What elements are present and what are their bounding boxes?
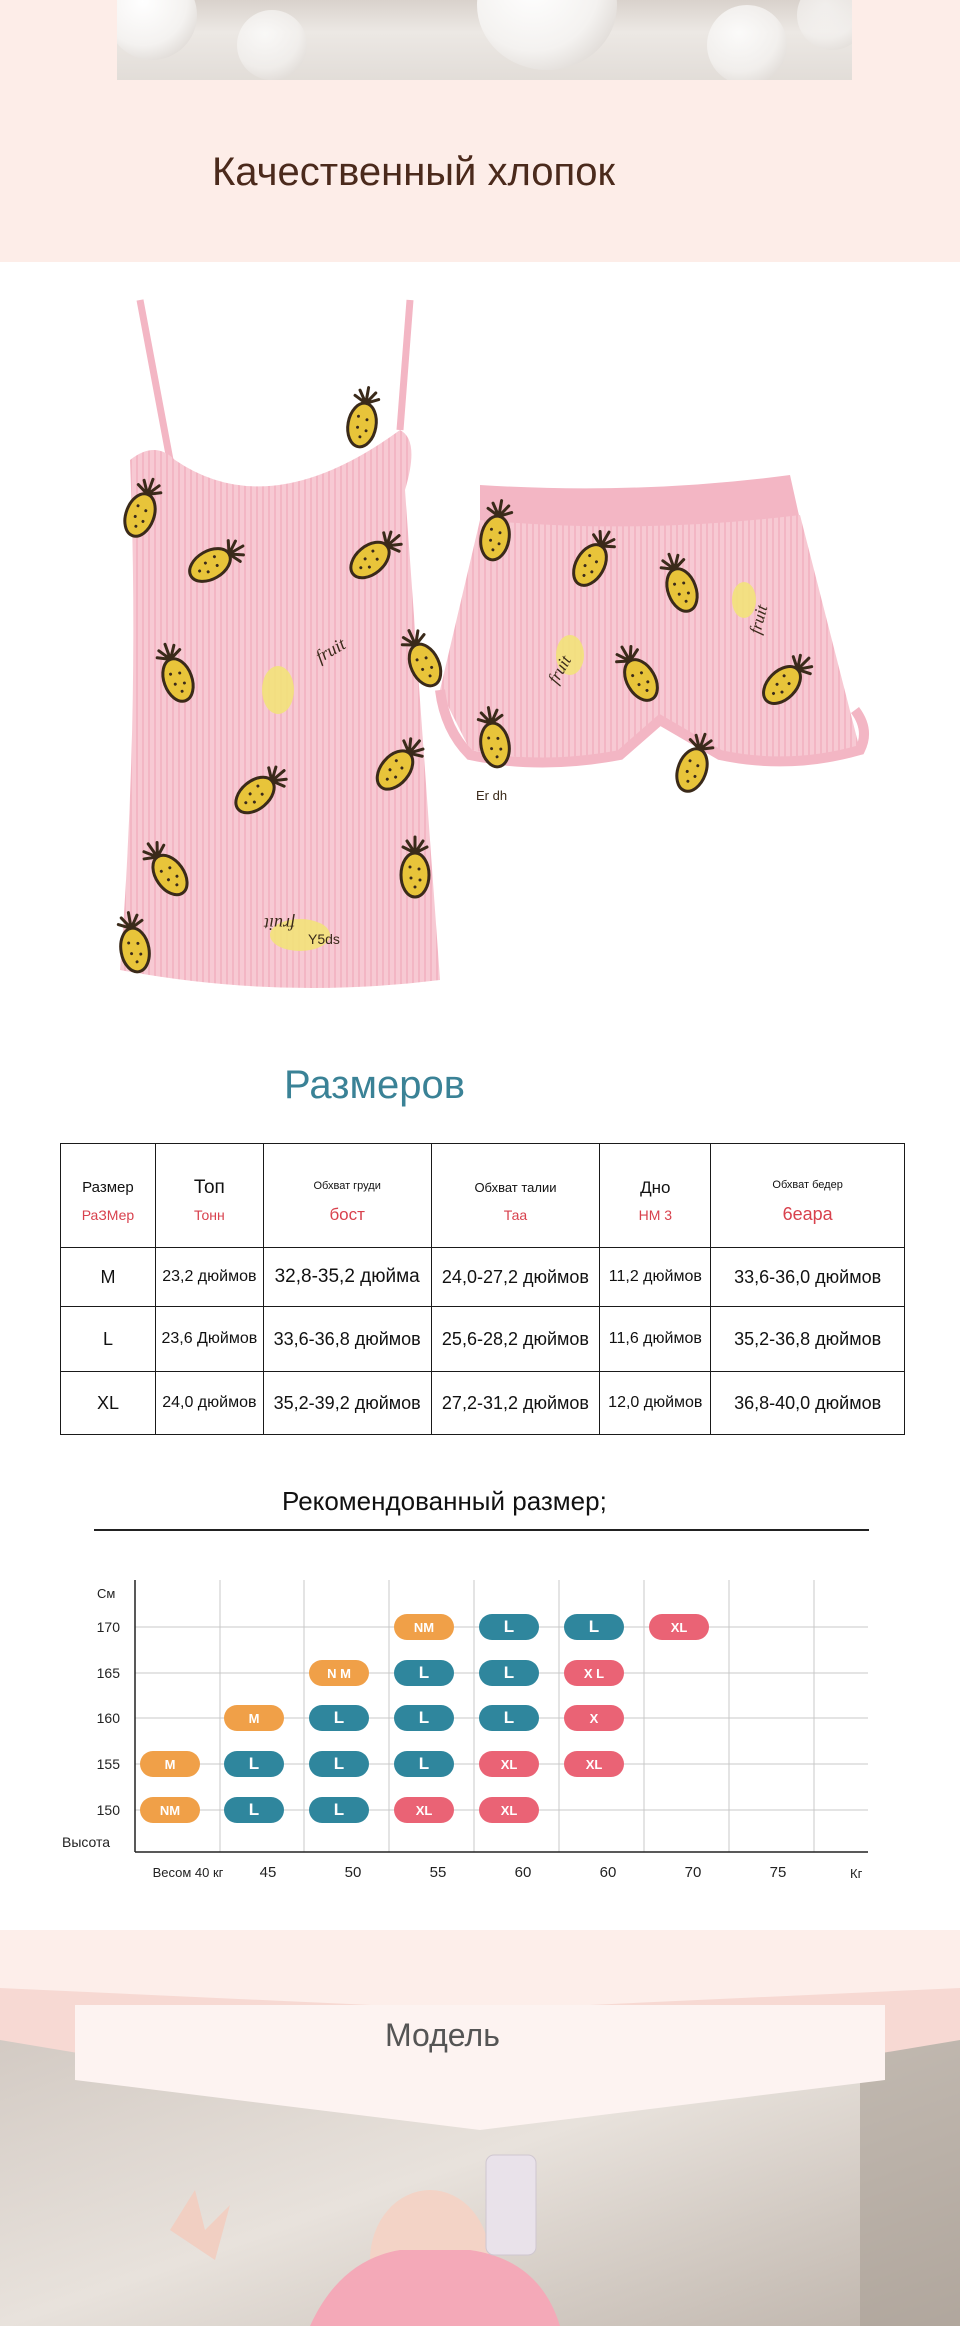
x-tick-label: 60 [514, 1864, 532, 1881]
size-pill-label: XL [670, 1620, 688, 1635]
size-pill-label: L [333, 1800, 345, 1819]
table-row [61, 1248, 905, 1307]
table-cell: 11,2 дюймов [600, 1248, 711, 1307]
svg-text:fruit: fruit [745, 602, 772, 637]
svg-text:Er dh: Er dh [476, 788, 508, 803]
svg-text:fruit: fruit [544, 652, 576, 687]
x-tick-label: 75 [769, 1864, 787, 1881]
y-tick-label: 165 [96, 1665, 120, 1681]
svg-text:Y5ds: Y5ds [308, 931, 340, 947]
table-cell: 23,6 Дюймов [155, 1307, 263, 1372]
x-tick-label: 50 [344, 1864, 362, 1881]
x-tick-label: 60 [599, 1864, 617, 1881]
recommended-size-title: Рекомендованный размер; [282, 1486, 607, 1516]
divider [94, 1529, 869, 1531]
size-pill-label: L [418, 1708, 430, 1727]
table-cell: M [61, 1248, 156, 1307]
size-pill-label: L [588, 1617, 600, 1636]
table-cell: 27,2-31,2 дюймов [431, 1372, 600, 1435]
size-pill-label: X [589, 1711, 599, 1726]
table-row [61, 1372, 905, 1435]
size-pill-label: L [248, 1800, 260, 1819]
size-pill-label: N M [327, 1666, 351, 1681]
table-header-row [61, 1144, 905, 1248]
table-cell: 12,0 дюймов [600, 1372, 711, 1435]
y-tick-label: 150 [96, 1802, 120, 1818]
size-pill-label: XL [500, 1757, 518, 1772]
table-header-cell: Топ Тонн [155, 1144, 263, 1248]
table-cell: 23,2 дюймов [155, 1248, 263, 1307]
table-cell: XL [61, 1372, 156, 1435]
table-header-cell: Размер РаЗМер [61, 1144, 156, 1248]
size-pill-label: L [248, 1754, 260, 1773]
size-chart-title: Размеров [284, 1063, 465, 1107]
table-header-cell: Обхват бедер 6еара [711, 1144, 905, 1248]
size-pill-label: XL [585, 1757, 603, 1772]
table-cell: 32,8-35,2 дюйма [263, 1248, 431, 1307]
x-tick-label: Весом 40 кг [152, 1865, 224, 1880]
table-header-cell: Обхват груди бост [263, 1144, 431, 1248]
y-tick-label: 155 [96, 1756, 120, 1772]
table-cell: 35,2-39,2 дюймов [263, 1372, 431, 1435]
x-tick-label: 70 [684, 1864, 702, 1881]
model-title: Модель [385, 2017, 500, 2053]
table-cell: L [61, 1307, 156, 1372]
table-cell: 35,2-36,8 дюймов [711, 1307, 905, 1372]
size-pill-label: XL [415, 1803, 433, 1818]
x-tick-label: 45 [259, 1864, 277, 1881]
table-cell: 36,8-40,0 дюймов [711, 1372, 905, 1435]
table-header-cell: Обхват талии Таа [431, 1144, 600, 1248]
table-row [61, 1307, 905, 1372]
size-pill-label: L [503, 1617, 515, 1636]
table-cell: 24,0 дюймов [155, 1372, 263, 1435]
model-section [0, 1930, 960, 2326]
y-unit-label: См [97, 1586, 116, 1601]
product-image [100, 290, 880, 1010]
size-table [60, 1143, 905, 1435]
y-tick-label: 160 [96, 1710, 120, 1726]
svg-text:fruit: fruit [263, 914, 295, 934]
size-pill-label: L [418, 1663, 430, 1682]
y-axis-label: Высота [62, 1834, 111, 1850]
size-pill-label: M [248, 1711, 260, 1726]
size-pill-label: L [503, 1708, 515, 1727]
size-pill-label: L [503, 1663, 515, 1682]
svg-text:fruit: fruit [312, 633, 349, 667]
table-cell: 24,0-27,2 дюймов [431, 1248, 600, 1307]
y-tick-label: 170 [96, 1619, 120, 1635]
size-pill-label: X L [583, 1666, 605, 1681]
size-pill-label: L [333, 1754, 345, 1773]
size-pill-label: NM [413, 1620, 435, 1635]
size-pill-label: M [164, 1757, 176, 1772]
table-cell: 33,6-36,8 дюймов [263, 1307, 431, 1372]
x-unit-label: Кг [850, 1866, 863, 1881]
cotton-photo [117, 0, 852, 80]
size-pill-label: NM [159, 1803, 181, 1818]
size-pill-label: L [333, 1708, 345, 1727]
hero-title: Качественный хлопок [212, 150, 615, 194]
recommendation-chart [50, 1570, 880, 1890]
table-cell: 33,6-36,0 дюймов [711, 1248, 905, 1307]
table-header-cell: Дно НМ 3 [600, 1144, 711, 1248]
table-cell: 25,6-28,2 дюймов [431, 1307, 600, 1372]
x-tick-label: 55 [429, 1864, 447, 1881]
size-pill-label: XL [500, 1803, 518, 1818]
table-cell: 11,6 дюймов [600, 1307, 711, 1372]
size-pill-label: L [418, 1754, 430, 1773]
